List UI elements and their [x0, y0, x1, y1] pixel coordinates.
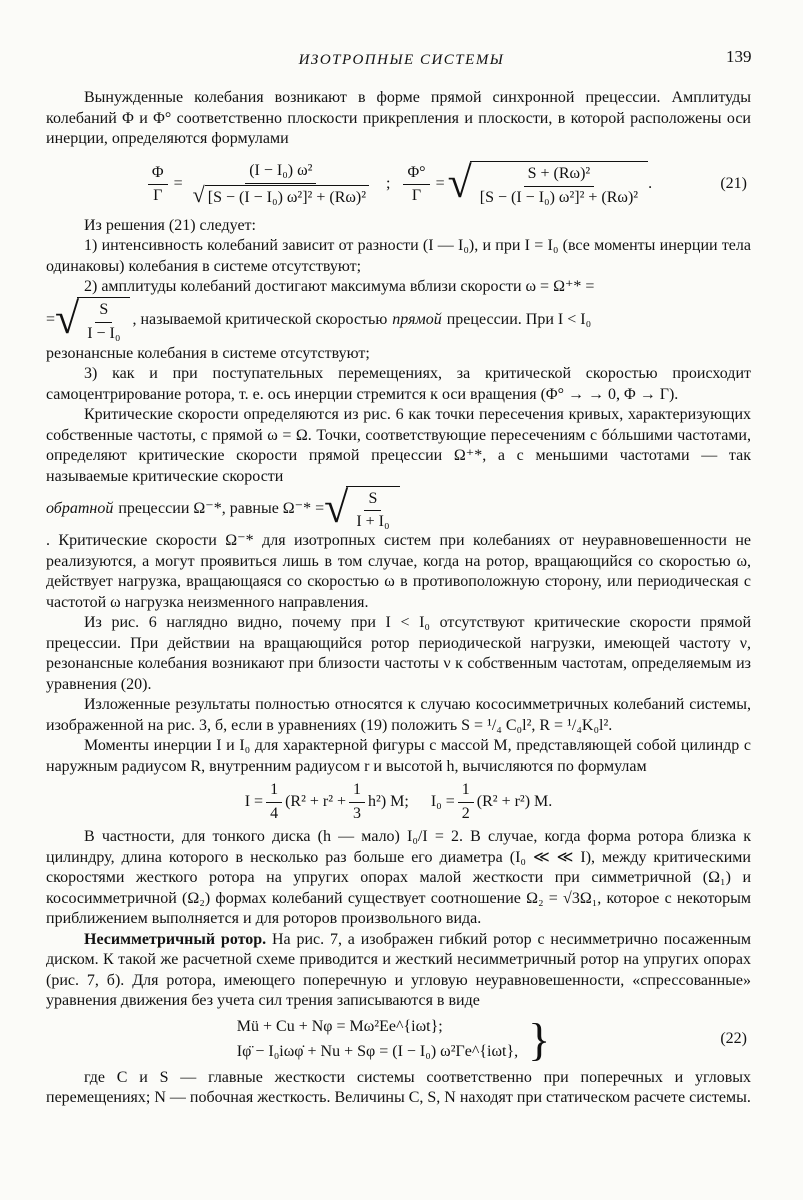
page-number: 139 [726, 47, 752, 66]
fraction: $\frac{\Phi}{\Gamma}$ [148, 163, 168, 207]
paragraph: В частности, для тонкого диска (h — мало) I₀/I = 2. В случае, когда форма ротора близка к цилиндру, длина которого в несколько раз больше его диаметра (I₀ ≪ ≪ I), между критическими скоростями жесткого ротора на упругих опорах малой жесткости при симметричной (Ω₁) и кососимметричной (Ω₂) формах колебаний существует соотношение Ω₂ = √3Ω₁, которое с некоторым приближением выполняется и для роторов произвольного вида. [46, 828, 751, 927]
fraction: $\frac{S}{\text{I − I₀}}$ [87, 301, 121, 342]
page-body [46, 88, 751, 1109]
paragraph: . Критические скорости Ω⁻* для изотропных систем при колебаниях от неуравновешенности не реализуются, а могут проявиться лишь в том случае, когда на ротор, вращающийся со скоростью ω, действует нагрузка, вращающаяся со скоростью ω в противоположную сторону, или периодическая с частотой ω нагрузка неизменного направления. [46, 532, 751, 611]
fraction: $\frac{S}{\text{I + I₀}}$ [356, 489, 390, 530]
equation-line: Mü + Cu + Nφ = Mω²Ee^{iωt}; [236, 1018, 443, 1035]
section-heading: Несимметричный ротор. [84, 930, 267, 948]
paragraph: Моменты инерции I и I₀ для характерной фигуры с массой M, представляющей собой цилиндр с наружным радиусом R, внутренним радиусом r и высотой h, вычисляются по формулам [46, 737, 751, 775]
fraction: (I − I₀) ω² √ [S − (I − I₀) ω²]² + (Rω)² [189, 161, 373, 208]
inertia-formulas: I = $\frac{1}{4}$ (R² + r² + $\frac{1}{3}$ h²) M; I₀ = $\frac{1}{2}$ (R² + r²) M. [46, 777, 751, 827]
paragraph: где C и S — главные жесткости системы соответственно при поперечных и угловых перемещениях; N — побочная жесткость. Величины C, S, N находят при статическом расчете системы. [46, 1068, 751, 1106]
sqrt-sign: √ [S − (I − I₀) ω²]² + (Rω)² [193, 185, 369, 209]
paragraph: Из рис. 6 наглядно видно, почему при I < I₀ отсутствуют критические скорости прямой прецессии. При действии на вращающийся ротор периодической нагрузки, имеющей частоту ν, резонансные колебания возникают при близости частоты ν к собственным частотам, определяемым из уравнения (20). [46, 614, 751, 693]
fraction: $\frac{\Phi^\circ}{\Gamma}$ [403, 163, 429, 207]
paragraph: Изложенные результаты полностью относятся к случаю кососимметричных колебаний системы, изображенной на рис. 3, б, если в уравнениях (19) положить S = ¹/₄ C₀l², R = ¹/₄K₀l². [46, 696, 751, 734]
equation-number: (21) [720, 175, 747, 193]
sqrt-sign: √ $\frac{\text{S + (Rω)²}}{\text{[S − (I − I₀) ω²]² + (Rω)²}}$ [448, 161, 648, 208]
equation-22: Mü + Cu + Nφ = Mω²Ee^{iωt}; Iφ̈ − I₀iωφ̇ + Nu + Sφ = (I − I₀) ω²Γe^{iωt}, } (22) [236, 1013, 747, 1065]
sqrt-sign: √ $\frac{S}{\text{I − I₀}}$ [55, 297, 130, 344]
fraction: $\frac{1}{3}$ [349, 780, 365, 824]
equation-21: $\frac{\Phi}{\Gamma}$ = (I − I₀) ω² √ [S − (I − I₀) ω²]² + (Rω)² ; $\frac{\Phi^\circ}{\Gamma}$ = √ $\frac{\text{S + (Rω)²}}{\text{[S − (I − I₀) ω²]² + (Rω)²}}$ . (21) [46, 154, 751, 216]
paragraph: 2) амплитуды колебаний достигают максимума вблизи скорости ω = Ω⁺* = [84, 278, 595, 295]
paragraph: Несимметричный ротор. На рис. 7, а изображен гибкий ротор с несимметрично посаженным диском. К такой же расчетной схеме приводится и жесткий несимметричный ротор на упругих опорах (рис. 7, б). Для ротора, имеющего поперечную и угловую неуравновешенности, «спрессованные» уравнения движения без учета сил трения записываются в виде [46, 930, 752, 1009]
paragraph: обратной прецессии Ω⁻*, равные Ω⁻* = √ $\frac{S}{\text{I + I₀}}$ [46, 487, 751, 531]
sqrt-sign: √ $\frac{S}{\text{I + I₀}}$ [324, 486, 399, 533]
paragraph: Из решения (21) следует: [84, 216, 256, 234]
equation-line: Iφ̈ − I₀iωφ̇ + Nu + Sφ = (I − I₀) ω²Γe^{iωt}, [236, 1042, 519, 1060]
paragraph: = √ $\frac{S}{\text{I − I₀}}$ , называемой критической скоростью прямой прецессии. При I < I₀ [46, 294, 592, 343]
paragraph: Вынужденные колебания возникают в форме прямой синхронной прецессии. Амплитуды колебаний Φ и Φ° соответственно плоскости прикрепления и плоскости, в которой расположены оси инерции, определяются формулами [46, 89, 751, 147]
paragraph: Критические скорости определяются из рис. 6 как точки пересечения кривых, характеризующих собственные частоты, с прямой ω = Ω. Точки, соответствующие пересечениям с бóльшими частотами, определяют критические скорости прямой прецессии Ω⁺*, а с меньшими частотами — так называемые критические скорости [46, 406, 751, 485]
paragraph: 3) как и при поступательных перемещениях, за критической скоростью происходит самоцентрирование ротора, т. е. ось инерции стремится к оси вращения (Φ° → → 0, Φ → Γ). [46, 365, 751, 403]
paragraph: 1) интенсивность колебаний зависит от разности (I — I₀), и при I = I₀ (все моменты инерции тела одинаковы) колебания в системе отсутствуют; [46, 237, 751, 275]
paragraph: резонансные колебания в системе отсутствуют; [46, 344, 370, 362]
equation-number: (22) [720, 1030, 747, 1048]
running-header: ИЗОТРОПНЫЕ СИСТЕМЫ [298, 52, 505, 68]
fraction: $\frac{1}{4}$ [266, 780, 282, 824]
fraction: $\frac{1}{2}$ [458, 780, 474, 824]
fraction: $\frac{\text{S + (Rω)²}}{\text{[S − (I − I₀) ω²]² + (Rω)²}}$ [479, 165, 639, 206]
